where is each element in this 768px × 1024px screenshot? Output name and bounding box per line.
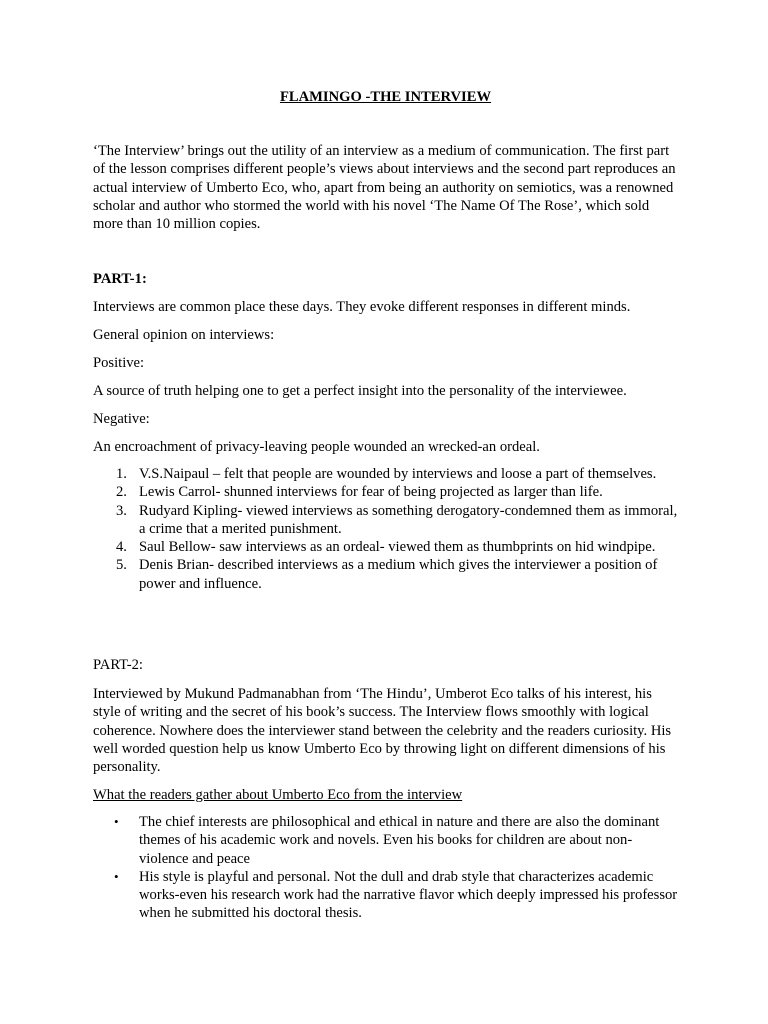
list-number: 4. — [116, 539, 127, 556]
list-item-text: V.S.Naipaul – felt that people are wounded by interviews and loose a part of themselves. — [139, 466, 657, 482]
list-item — [93, 502, 678, 539]
list-item-text: The chief interests are philosophical and ethical in nature and there are also the dominant themes of his academic work and novels. Even his books for children are about non-violence and peace — [139, 814, 660, 867]
list-number: 3. — [116, 502, 127, 519]
positive-text: A source of truth helping one to get a perfect insight into the personality of the interviewee. — [93, 383, 627, 399]
list-item-text: Rudyard Kipling- viewed interviews as something derogatory-condemned them as immoral, a crime that a merited punishment. — [139, 502, 678, 537]
list-number: 2. — [116, 484, 127, 501]
part2-heading: PART-2: — [93, 657, 143, 673]
list-item-text: Denis Brian- described interviews as a medium which gives the interviewer a position of power and influence. — [139, 557, 658, 592]
part1-paragraph-2: General opinion on interviews: — [93, 327, 275, 343]
positive-label: Positive: — [93, 355, 145, 371]
list-item — [93, 813, 678, 868]
part2-paragraph: Interviewed by Mukund Padmanabhan from ‘The Hindu’, Umberot Eco talks of his interest, his style of writing and the secret of his book’s success. The Interview flows smoothly with logical coherence. Nowhere does the interviewer stand between the celebrity and the readers curiosity. His well worded question help us know Umberto Eco by throwing light on different dimensions of his personality. — [93, 686, 672, 776]
bullet-icon: • — [114, 868, 119, 884]
list-number: 5. — [116, 557, 127, 574]
document-title: FLAMINGO -THE INTERVIEW — [279, 89, 492, 105]
opinions-list — [93, 465, 678, 593]
negative-label: Negative: — [93, 411, 150, 427]
part1-paragraph-1: Interviews are common place these days. They evoke different responses in different minds. — [93, 299, 631, 315]
part1-heading: PART-1: — [93, 271, 147, 287]
eco-bullets-list — [93, 813, 678, 923]
list-number: 1. — [116, 466, 127, 482]
list-item — [93, 538, 678, 556]
list-item — [93, 483, 678, 501]
list-item-text: Lewis Carrol- shunned interviews for fear of being projected as larger than life. — [139, 484, 603, 501]
negative-text: An encroachment of privacy-leaving people wounded an wrecked-an ordeal. — [93, 439, 540, 455]
list-item — [93, 556, 678, 593]
part2-subheading: What the readers gather about Umberto Eco from the interview — [93, 787, 463, 803]
bullet-icon: • — [114, 814, 119, 829]
list-item-text: Saul Bellow- saw interviews as an ordeal- viewed them as thumbprints on hid windpipe. — [139, 539, 656, 556]
list-item-text: His style is playful and personal. Not the dull and drab style that characterizes academic works-even his research work had the narrative flavor which deeply impressed his professor when he submitted his doctoral thesis. — [139, 868, 678, 922]
list-item — [93, 868, 678, 923]
list-item — [93, 465, 678, 483]
intro-paragraph: ‘The Interview’ brings out the utility of an interview as a medium of communication. The first part of the lesson comprises different people’s views about interviews and the second part reproduces an actual interview of Umberto Eco, who, apart from being an authority on semiotics, was a renowned scholar and author who stormed the world with his novel ‘The Name Of The Rose’, which sold more than 10 million copies. — [93, 143, 676, 233]
